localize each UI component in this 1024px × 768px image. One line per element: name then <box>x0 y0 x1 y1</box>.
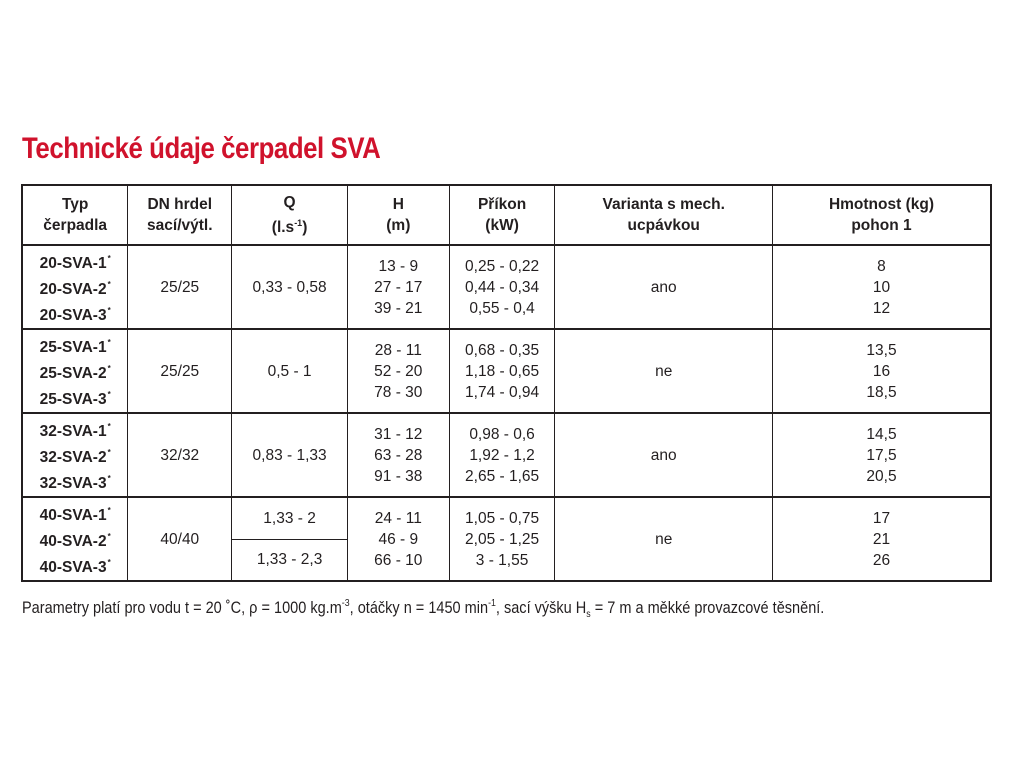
head-cell: 24 - 11 46 - 9 66 - 10 <box>347 497 449 581</box>
head-cell: 13 - 9 27 - 17 39 - 21 <box>347 245 449 329</box>
model-cell: 25-SVA-1* 25-SVA-2* 25-SVA-3* <box>22 329 128 413</box>
page-title: Technické údaje čerpadel SVA <box>22 132 381 165</box>
table-row <box>22 497 991 581</box>
dn-cell: 25/25 <box>128 245 232 329</box>
header-variant: Varianta s mech. ucpávkou <box>555 185 773 245</box>
table-row <box>22 329 991 413</box>
table-row <box>22 413 991 497</box>
header-weight: Hmotnost (kg) pohon 1 <box>772 185 991 245</box>
dn-cell: 32/32 <box>128 413 232 497</box>
head-cell: 31 - 12 63 - 28 91 - 38 <box>347 413 449 497</box>
weight-cell: 14,5 17,5 20,5 <box>772 413 991 497</box>
model-cell: 32-SVA-1* 32-SVA-2* 32-SVA-3* <box>22 413 128 497</box>
power-cell: 0,98 - 0,6 1,92 - 1,2 2,65 - 1,65 <box>449 413 555 497</box>
variant-cell: ano <box>555 245 773 329</box>
dn-cell: 40/40 <box>128 497 232 581</box>
variant-cell: ne <box>555 329 773 413</box>
flow-cell: 0,83 - 1,33 <box>232 413 348 497</box>
power-cell: 0,68 - 0,35 1,18 - 0,65 1,74 - 0,94 <box>449 329 555 413</box>
header-dn: DN hrdel sací/výtl. <box>128 185 232 245</box>
header-head: H (m) <box>347 185 449 245</box>
power-cell: 1,05 - 0,75 2,05 - 1,25 3 - 1,55 <box>449 497 555 581</box>
footnote: Parametry platí pro vodu t = 20 ˚C, ρ = 1000 $kg.m^{-3}$, otáčky n = 1450 $\min^{-1}$, sací výšku $H_s = 7$ m a měkké provazcové těsnění. <box>22 598 825 620</box>
spec-table <box>21 184 992 582</box>
table-row <box>22 245 991 329</box>
variant-cell: ano <box>555 413 773 497</box>
header-power: Příkon (kW) <box>449 185 555 245</box>
flow-cell: 0,33 - 0,58 <box>232 245 348 329</box>
model-cell: 20-SVA-1* 20-SVA-2* 20-SVA-3* <box>22 245 128 329</box>
head-cell: 28 - 11 52 - 20 78 - 30 <box>347 329 449 413</box>
flow-cell: 1,33 - 2 1,33 - 2,3 <box>232 497 348 581</box>
dn-cell: 25/25 <box>128 329 232 413</box>
weight-cell: 17 21 26 <box>772 497 991 581</box>
header-flow: Q $(l.s^{-1})$ <box>232 185 348 245</box>
weight-cell: 8 10 12 <box>772 245 991 329</box>
variant-cell: ne <box>555 497 773 581</box>
table-header-row <box>22 185 991 245</box>
power-cell: 0,25 - 0,22 0,44 - 0,34 0,55 - 0,4 <box>449 245 555 329</box>
model-cell: 40-SVA-1* 40-SVA-2* 40-SVA-3* <box>22 497 128 581</box>
header-pump-type: Typ čerpadla <box>22 185 128 245</box>
weight-cell: 13,5 16 18,5 <box>772 329 991 413</box>
flow-cell: 0,5 - 1 <box>232 329 348 413</box>
